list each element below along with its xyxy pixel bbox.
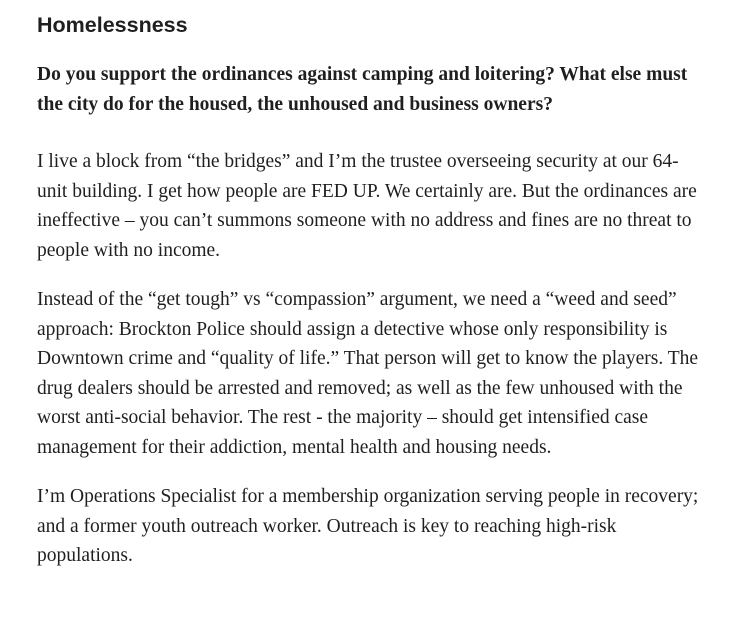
question-text: Do you support the ordinances against camping and loitering? What else must the city do for the housed, the unhoused and business owners? [37, 64, 688, 115]
answer-paragraph-2: Instead of the “get tough” vs “compassion” argument, we need a “weed and seed” approach: Brockton Police should assign a detective whose only responsibility is Downtown crime and “quality of life.” That person will get to know the players. The drug dealers should be arrested and removed; as well as the few unhoused with the worst anti-social behavior. The rest - the majority – should get intensified case management for their addiction, mental health and housing needs. [37, 289, 699, 458]
section-heading: Homelessness [37, 13, 188, 37]
article [37, 8, 707, 591]
answer-paragraph-1: I live a block from “the bridges” and I’m the trustee overseeing security at our 64-unit building. I get how people are FED UP. We certainly are. But the ordinances are ineffective – you can’t summons someone with no address and fines are no threat to people with no income. [37, 151, 697, 261]
answer-paragraph-3: I’m Operations Specialist for a membership organization serving people in recovery; and a former youth outreach worker. Outreach is key to reaching high-risk populations. [37, 486, 699, 566]
